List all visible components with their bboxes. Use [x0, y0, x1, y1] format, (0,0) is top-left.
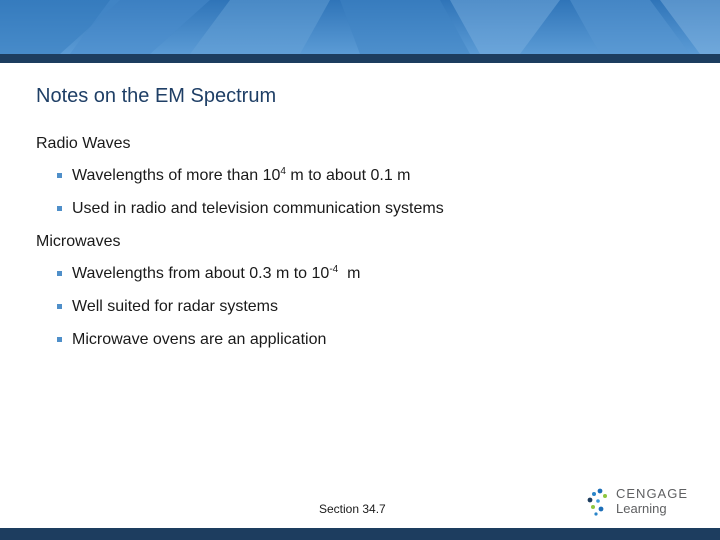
bullet-square-icon	[57, 271, 62, 276]
bullet-text: Well suited for radar systems	[72, 298, 278, 315]
slide-content	[36, 133, 696, 362]
section-heading-microwaves: Microwaves	[36, 233, 121, 250]
bullet-radio-usage	[36, 198, 696, 231]
bullet-text: Used in radio and television communication systems	[72, 200, 444, 217]
exponent: 4	[280, 166, 286, 177]
bullet-text: m	[338, 265, 361, 282]
bullet-text: m to about 0.1 m	[285, 167, 411, 184]
bullet-text: Microwave ovens are an application	[72, 331, 327, 348]
footer-section-label: Section 34.7	[319, 502, 386, 516]
bullet-text: Wavelengths from about 0.3 m to 10	[72, 265, 330, 282]
bullet-microwave-radar	[36, 296, 696, 329]
bullet-microwave-wavelengths	[36, 263, 696, 296]
bullet-square-icon	[57, 337, 62, 342]
logo-text-cengage: CENGAGE	[616, 486, 689, 501]
exponent: -4	[329, 264, 339, 275]
header-rule	[0, 54, 720, 63]
header-banner	[0, 0, 720, 54]
bullet-square-icon	[57, 304, 62, 309]
cengage-logo	[586, 486, 696, 518]
bullet-square-icon	[57, 206, 62, 211]
bullet-radio-wavelengths	[36, 165, 696, 198]
banner-pattern	[0, 0, 720, 54]
footer-bar	[0, 528, 720, 540]
bullet-microwave-ovens	[36, 329, 696, 362]
bullet-text: Wavelengths of more than 10	[72, 167, 281, 184]
bullet-square-icon	[57, 173, 62, 178]
section-heading-radio-waves: Radio Waves	[36, 135, 131, 152]
cengage-dots-icon	[586, 487, 612, 517]
logo-text-learning: Learning	[616, 501, 667, 516]
slide-title: Notes on the EM Spectrum	[36, 85, 277, 107]
